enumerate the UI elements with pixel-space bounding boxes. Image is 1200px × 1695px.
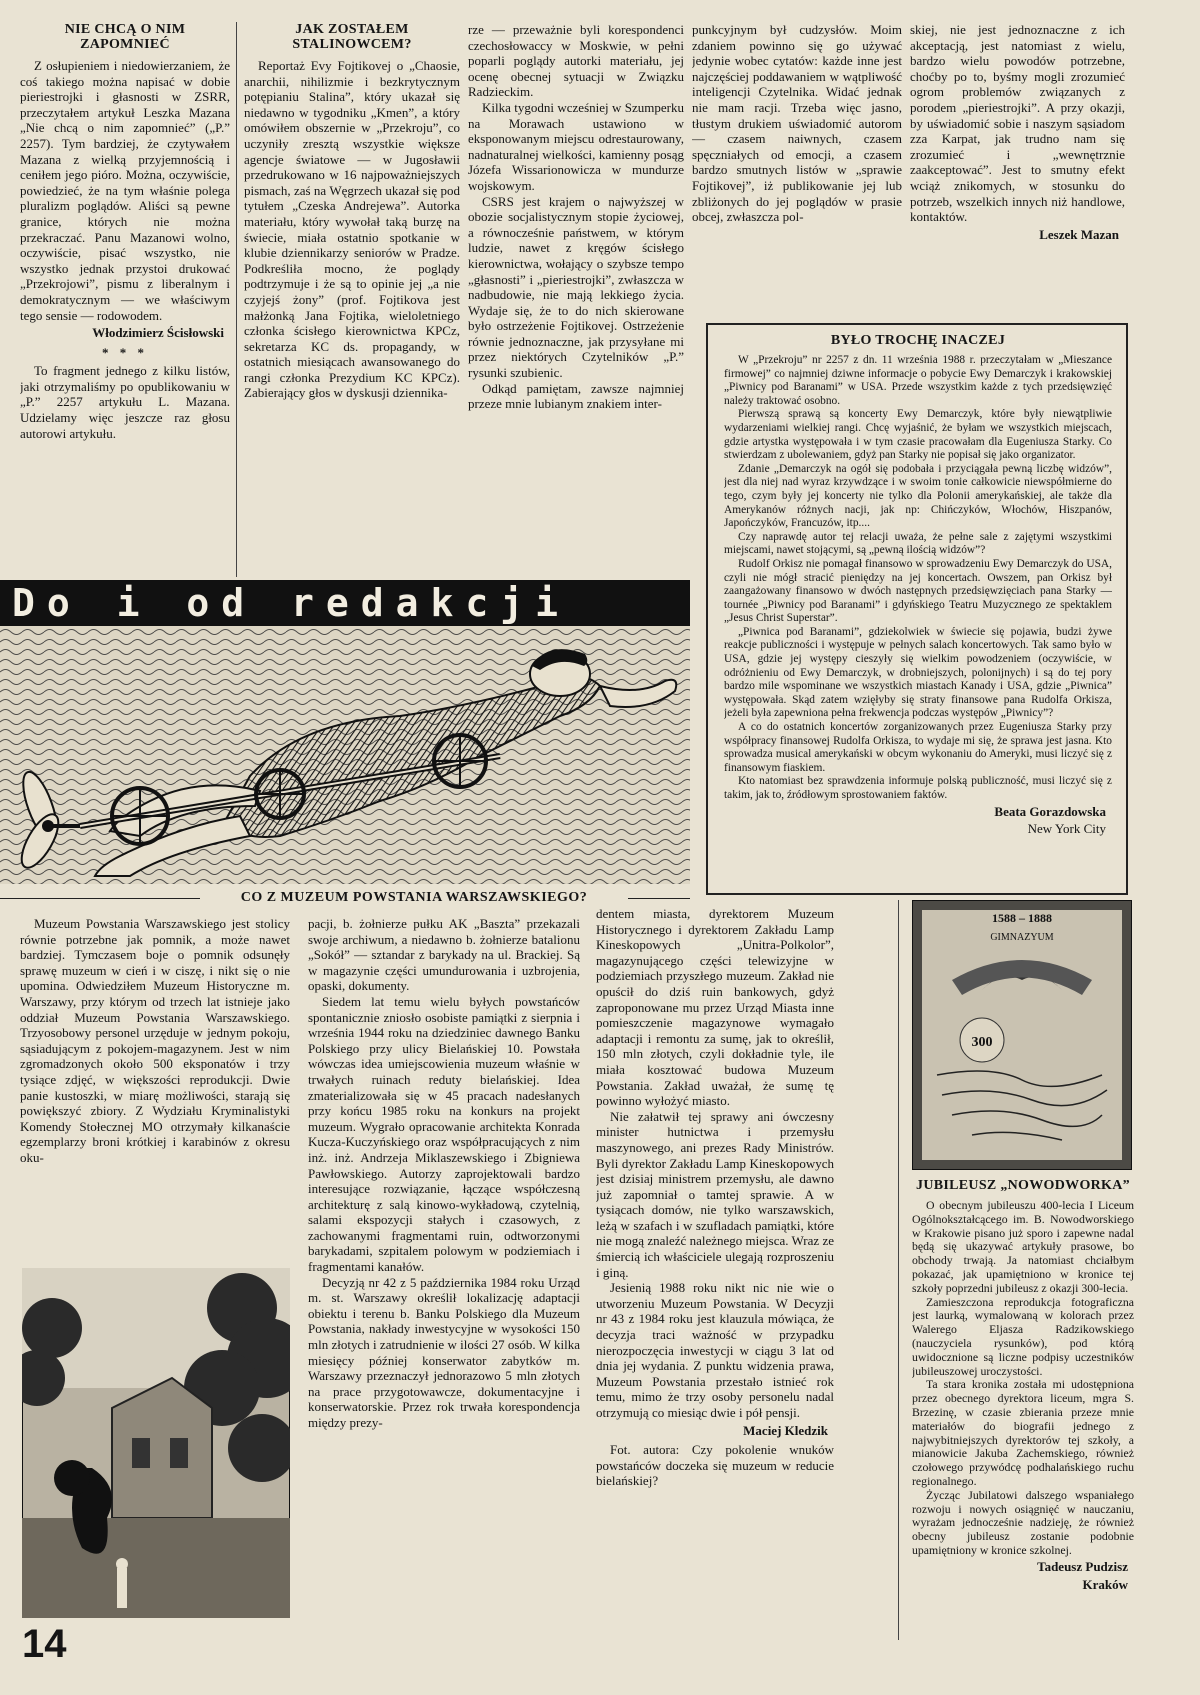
stalin-text-2d: Odkąd pamiętam, zawsze najmniej przeze mnie lubianym znakiem inter- bbox=[468, 380, 684, 412]
museum-column-1 bbox=[20, 916, 290, 1261]
correction-p6: „Piwnica pod Baranami”, gdziekolwiek w świecie się pojawia, budzi żywe reakcje publiczności i występuje w pełnych salach koncertowych. Tak samo było w USA, gdzie jej występy cieszyły się wielkim powodzeniem (oczywiście, w odróżnieniu od Ewy Demarczyk, w drobniejszych, polonijnych) i są do tej pory bardzo mile wspominane we wszystkich miastach Kanady i USA, gdzie „Piwnica” występowała. Skąd zatem wzięłyby się straty finansowe pana Rudolfa Orkisza, jeżeli była zapewniona pełna frekwencja podczas występów „Piwnicy”? bbox=[724, 625, 1112, 720]
correction-column bbox=[724, 333, 1112, 889]
article-stalin-column-3 bbox=[692, 22, 902, 312]
museum-text-2c: Decyzją nr 42 z 5 października 1984 roku Urząd m. st. Warszawy określił lokalizację adaptacji obiektu i terenu b. Banku Polskiego dla Muzeum Powstania, nakłady inwestycyjne w wysokości 150 mln złotych i zatrudnienie w ilości 27 osób. W kilka miesięcy później konserwator zabytków m. Warszawy przeznaczył jednorazowo 5 mln złotych na prace przygotowawcze, dokumentacyjne i konserwatorskie. Przez rok trwała korespondencja między prezy- bbox=[308, 1274, 580, 1430]
correction-signature: Beata Gorazdowska bbox=[994, 803, 1106, 819]
stalin-heading: JAK ZOSTAŁEM STALINOWCEM? bbox=[292, 22, 412, 52]
museum-column-3 bbox=[596, 906, 834, 1628]
certificate-years: 1588 – 1888 bbox=[992, 911, 1052, 925]
stalin-text-2c: CSRS jest krajem o najwyższej w obozie socjalistycznym stopie życiowej, a równocześnie państwem, w którym ludzie, nawet z kręgów ścisłego kierownictwa, wołający o szybsze tempo „głasnosti” i „pieriestrojki”, zwłaszcza w nadbudowie, nie mają lekkiego życia. Wydaje się, że to do nich skierowane było ostrzeżenie Fojtikovej. Ostrzeżenie równie jednoznaczne, jak przysyłane mi przez niektórych Czytelników „P.” rysunki szubienic. bbox=[468, 193, 684, 381]
certificate-label: GIMNAZYUM bbox=[990, 932, 1054, 943]
correction-p4: Czy naprawdę autor tej relacji uważa, że pełne sale z zajętymi wszystkimi miejscami, nawet stojącymi, są „pewną ilością widzów”? bbox=[724, 530, 1112, 557]
stalin-signature: Leszek Mazan bbox=[1039, 226, 1119, 242]
jubilee-signature: Tadeusz Pudzisz bbox=[1037, 1558, 1128, 1574]
stalin-text-2b: Kilka tygodni wcześniej w Szumperku na Morawach ustawiono w eksponowanym miejscu odrestaurowany, nadnaturalnej wielkości, kamienny posąg Józefa Wissarionowicza w mundurze wojskowym. bbox=[468, 99, 684, 193]
editorial-note: To fragment jednego z kilku listów, jaki otrzymaliśmy po opublikowaniu w „P.” 2257 artykułu L. Mazana. Udzielamy więc jeszcze raz głosu autorowi artykułu. bbox=[20, 363, 230, 441]
article-stalin-column-2 bbox=[468, 22, 684, 578]
stalin-text-2a: rze — przeważnie byli korespondenci czechosłowaccy w Moskwie, w pełni poparli poglądy autorki materiału, jej ocenę obecnej sytuacji w Związku Radzieckim. bbox=[468, 22, 684, 100]
correction-heading: BYŁO TROCHĘ INACZEJ bbox=[830, 333, 1006, 348]
museum-heading: CO Z MUZEUM POWSTANIA WARSZAWSKIEGO? bbox=[200, 890, 628, 906]
jubilee-p1: O obecnym jubileuszu 400-lecia I Liceum Ogólnokształcącego im. B. Nowodworskiego w Krakowie pisano już sporo i zapewne nadal będą się ukazywać artykuły prasowe, bo obchody trwają. Ja natomiast chciałbym pokazać, jak upamiętniono w kronice tej szkoły poprzedni jubileusz z okazji 300-lecia. bbox=[912, 1198, 1134, 1295]
stalin-text-1: Reportaż Evy Fojtikovej o „Chaosie, anarchii, nihilizmie i bezkrytycznym potępianiu Stalina”, który ukazał się niedawno w tygodniku „Kmen”, a który omówiłem obszernie w „Przekroju”, co uczyniły zresztą wszystkie większe agencje światowe — w Jugosławii przedrukowano w 16 najpoważniejszych pismach, zaś na Węgrzech ukazał się pod tytułem „Czeska Andrejewa”. Autorka materiału, który wywołał taką burzę na świecie, miała ostatnio spotkanie w klubie dziennikarzy seniorów w Pradze. Podkreśliła mocno, że poglądy podtrzymuje i że są to opinie jej „a nie czyjejś żony” (prof. Fojtikova jest małżonką Jana Fojtika, wieloletniego członka ścisłego kierownictwa KPCz, sekretarza KC ds. propagandy, w ostatnich miesiącach awansowanego do rangi członka Prezydium KC KPCz). Zabierający głos w dyskusji dziennika- bbox=[244, 58, 460, 401]
swimmer-machine-illustration bbox=[0, 626, 690, 884]
correction-p2: Pierwszą sprawą są koncerty Ewy Demarczyk, które były niewątpliwie wydarzeniami wielkiej rangi. Chcę wyjaśnić, że byłam we wszystkich miejscach, gdzie artystka występowała i w tym czasie pracowałam dla Eugeniusza Starky. Co stwierdzam z ubolewaniem, gdyż pan Starky nie popisał się jako organizator. bbox=[724, 408, 1112, 462]
correction-p5: Rudolf Orkisz nie pomagał finansowo w sprowadzeniu Ewy Demarczyk do USA, czyli nie mógł stracić pieniędzy na jej koncertach. Owszem, pan Orkisz był zaangażowany finansowo w dwóch następnych przedsięwzięciach pana Starky — tournée „Piwnicy pod Baranami” i gdyńskiego Teatru Muzycznego ze spektaklem „Jesus Christ Superstar”. bbox=[724, 557, 1112, 625]
museum-text-3b: Nie załatwił tej sprawy ani ówczesny minister hutnictwa i przemysłu maszynowego, ani prezes Rady Ministrów. Byli dyrektor Zakładu Lamp Kineskopowych jest dzisiaj ministrem przemysłu, ale dawno już zapomniał o tamtej sprawie. A w tysiącach domów, nie tylko warszawskich, leżą w szafach i w szufladach pamiątki, które nie mogą znaleźć należnego miejsca. Wraz ze śmiercią ich właściciele ulegają rozproszeniu i giną. bbox=[596, 1108, 834, 1280]
museum-text-3a: dentem miasta, dyrektorem Muzeum Historycznego i dyrektorem Zakładu Lamp Kineskopowych „Unitra-Polkolor”, magazynującego części telewizyjne w podziemiach przyszłego muzeum. Zakład nie opuścił do dziś ruin bankowych, gdyż zaproponowane mu przez Urząd Miasta inne pomieszczenie magazynowe wymagało adaptacji i remontu za sumę, jak to określił, 150 mln złotych, czyli dokładnie tyle, ile miała kosztować budowa Muzeum Powstania. Zakład uważał, że sumę tę powinno wyłożyć miasto. bbox=[596, 906, 834, 1109]
correction-p7: A co do ostatnich koncertów zorganizowanych przez Eugeniusza Starky przy współpracy finansowej Rudolfa Orkisza, to wydaje mi się, że sprawa jest jasna. Kto sprowadza musical amerykański w obcym wykonaniu do Ameryki, musi liczyć się z finansowym fiaskiem. bbox=[724, 721, 1112, 774]
correction-p8: Kto natomiast bez sprawdzenia informuje polską publiczność, musi liczyć się z takim, jak to, źródłowym sprostowaniem faktów. bbox=[724, 775, 1112, 801]
jubilee-column bbox=[912, 1178, 1134, 1648]
photo-caption: Fot. autora: Czy pokolenie wnuków powstańców doczeka się muzeum w reducie bielańskiej? bbox=[596, 1442, 834, 1489]
jubilee-heading: JUBILEUSZ „NOWODWORKA” bbox=[916, 1178, 1130, 1193]
museum-text-2a: pacji, b. żołnierze pułku AK „Baszta” przekazali swoje archiwum, a niedawno b. żołnierze batalionu „Sokół” — sztandar z barykady na ul. Brackiej. Są w magazynie części umundurowania i uzbrojenia, opaski, dokumenty. bbox=[308, 916, 580, 994]
correction-p3: Zdanie „Demarczyk na ogół się podobała i przyciągała pewną liczbę widzów”, jest dla niej nad wyraz krzywdzące i w swoim tonie całkowicie niewspółmierne do tego, czym były jej koncerty nie tylko dla Polonii amerykańskiej, ale także dla Amerykanów różnych nacji, jak np: Chińczyków, Włochów, Hiszpanów, Japończyków, Francuzów, itp.... bbox=[724, 462, 1112, 530]
page-number: 14 bbox=[22, 1622, 67, 1666]
section-banner: Do i od redakcji bbox=[0, 580, 690, 626]
museum-text-1: Muzeum Powstania Warszawskiego jest stolicy równie potrzebne jak pomnik, a może nawet bardziej. Tymczasem boje o pomnik odsunęły sprawę muzeum w cień i w ciszę, i nikt się o nie upomina. Odwiedziłem Muzeum Historyczne m. Warszawy, przy którym od trzech lat istnieje jako oddział Muzeum Powstania Warszawskiego. Trzyosobowy personel urzęduje w jednym pokoju, sąsiadującym z pokojem-magazynem. Jest w nim zgromadzonych około 500 eksponatów i trzy tysiące zdjęć, w większości reprodukcji. Dwie panie kustoszki, w miarę możliwości, starają się powiększyć zbiory. Z Wydziału Kryminalistyki Komendy Stołecznej MO otrzymały kilkanaście egzemplarzy broni krótkiej i karabinów z okresu oku- bbox=[20, 916, 290, 1165]
article-box-correction bbox=[706, 323, 1128, 895]
correction-place: New York City bbox=[1027, 821, 1106, 837]
stalin-text-3: punkcyjnym był cudzysłów. Moim zdaniem powinno się go używać jedynie wobec cytatów: każde inne jest najczęściej poddawaniem w wątpliwość inteligencji Czytelnika. Widać jednak nie mam racji. Trzeba więc jasno, tłustym drukiem uświadomić autorom — czasem naiwnych, czasem spęczniałych od emocji, a czasem bardzo smutnych listów w „sprawie Fojtikovej”, iż publikowanie jej lub zbliżonych do jej poglądów w prasie obcej, zwłaszcza pol- bbox=[692, 22, 902, 225]
museum-column-2 bbox=[308, 916, 580, 1628]
letter-heading: NIE CHCĄ O NIM ZAPOMNIEĆ bbox=[64, 22, 186, 52]
letter-signature: Włodzimierz Ścisłowski bbox=[92, 325, 224, 341]
jubilee-p2: Zamieszczona reprodukcja fotograficzna jest laurką, wymalowaną w kolorach przez Walerego Eljasza Radzikowskiego (nauczyciela rysunków), pod którą uwidocznione są liczne podpisy uczestników jubileuszowej uroczystości. bbox=[912, 1294, 1134, 1378]
ruins-photograph bbox=[22, 1268, 290, 1618]
museum-signature: Maciej Kledzik bbox=[743, 1422, 828, 1438]
jubilee-p3: Ta stara kronika została mi udostępniona przez obecnego dyrektora liceum, mgra S. Brzezinę, w czasie zbierania przeze mnie materiałów do biografii jednego z najwybitniejszych dyrektorów tej szkoły, a mianowicie Jakuba Zachemskiego, również czołowego przywódcę podhalańskiego ruchu regionalnego. bbox=[912, 1377, 1134, 1488]
letter-paragraph: Z osłupieniem i niedowierzaniem, że coś takiego można napisać w dobie pieriestrojki i głasnosti w ZSRR, przeczytałem artykuł Leszka Mazana „Nie chcą o nim zapomnieć” („P.” 2257). Tym bardziej, że czytywałem Mazana z wielką przyjemnością i ceniłem jego pióro. Można, oczywiście, powiedzieć, że na tym właśnie polega pluralizm poglądów. Aliści są pewne granice, których nie można przekraczać. Panu Mazanowi wolno, oczywiście, pisać wszystko, nie wszystko jednak przystoi drukować „Przekrojowi”, pismu z liberalnym i demokratycznym — we właściwym tego sensie — rodowodem. bbox=[20, 58, 230, 323]
stalin-text-4: skiej, nie jest jednoznaczne z ich akceptacją, jest natomiast z wielu, bardzo wielu powodów potrzebne, choćby po to, byśmy mogli zrozumieć ogrom problemów związanych z porodem „pieriestrojki”. A przy okazji, by uświadomić sobie i naszym sąsiadom zza Karpat, jak trudno nam się zrozumieć i „wewnętrznie zaakceptować”. Jest to smutny efekt wciąż znikomych, w stosunku do potrzeb, wszelkich innych niż handlowe, kontaktów. bbox=[910, 22, 1125, 225]
article-letter-column bbox=[20, 22, 230, 582]
section-separator: * * * bbox=[102, 344, 148, 360]
correction-p1: W „Przekroju” nr 2257 z dn. 11 września 1988 r. przeczytałam w „Mieszance firmowej” co najmniej dziwne informacje o pobycie Ewy Demarczyk i krakowskiej „Piwnicy pod Baranami” w USA. Przede wszystkim każde z tych przedsięwzięć należy traktować osobno. bbox=[724, 354, 1112, 407]
museum-text-3c: Jesienią 1988 roku nikt nic nie wie o utworzeniu Muzeum Powstania. W Decyzji nr 43 z 1984 roku jest klauzula mówiąca, że decyzja traci ważność w przypadku nierozpoczęcia inwestycji w ciągu 3 lat od dnia jej wydania. Z punktu widzenia prawa, Muzeum Powstania przestało istnieć rok temu, mimo że trzy osoby personelu nadal otrzymują co miesiąc dwie i pół pensji. bbox=[596, 1280, 834, 1420]
column-divider bbox=[898, 900, 899, 1640]
jubilee-place: Kraków bbox=[1082, 1576, 1128, 1592]
column-divider bbox=[236, 22, 237, 577]
article-stalin-column-4 bbox=[910, 22, 1125, 312]
article-stalin-column-1 bbox=[244, 22, 460, 578]
certificate-number: 300 bbox=[971, 1035, 993, 1050]
museum-text-2b: Siedem lat temu wielu byłych powstańców spontanicznie zniosło osobiste pamiątki z sierpnia i września 1944 roku na dziedziniec dawnego Banku Polskiego przy ulicy Bielańskiej 10. Powstała wówczas idea umiejscowienia muzeum właśnie w trwałych ruinach reduty bielańskiej. Idea zmaterializowała się w 45 pracach nadesłanych przy końcu 1985 roku na konkurs na projekt muzeum. Wygrało opracowanie architekta Konrada Kucza-Kuczyńskiego oraz współpracujących z nim inż. inż. Andrzeja Miklaszewskiego i Zbigniewa Pawłowskiego. Autorzy zaprojektowali bardzo interesujące rozwiązanie, łączące współczesną architekturę z salą kinowo-wykładową, czytelnią, salami ekspozycji stałych i czasowych, z zachowanymi fragmentami ruin, odtworzonymi barykadami, szpitalem polowym w podziemiach i fragmentami kanałów. bbox=[308, 993, 580, 1275]
jubilee-p4: Życząc Jubilatowi dalszego wspaniałego rozwoju i nowych osiągnięć w nauczaniu, wyrażam jednocześnie nadzieję, że również obecny jubileusz zostanie podobnie upamiętniony w kronice szkolnej. bbox=[912, 1487, 1134, 1557]
jubilee-certificate-image bbox=[912, 900, 1132, 1170]
